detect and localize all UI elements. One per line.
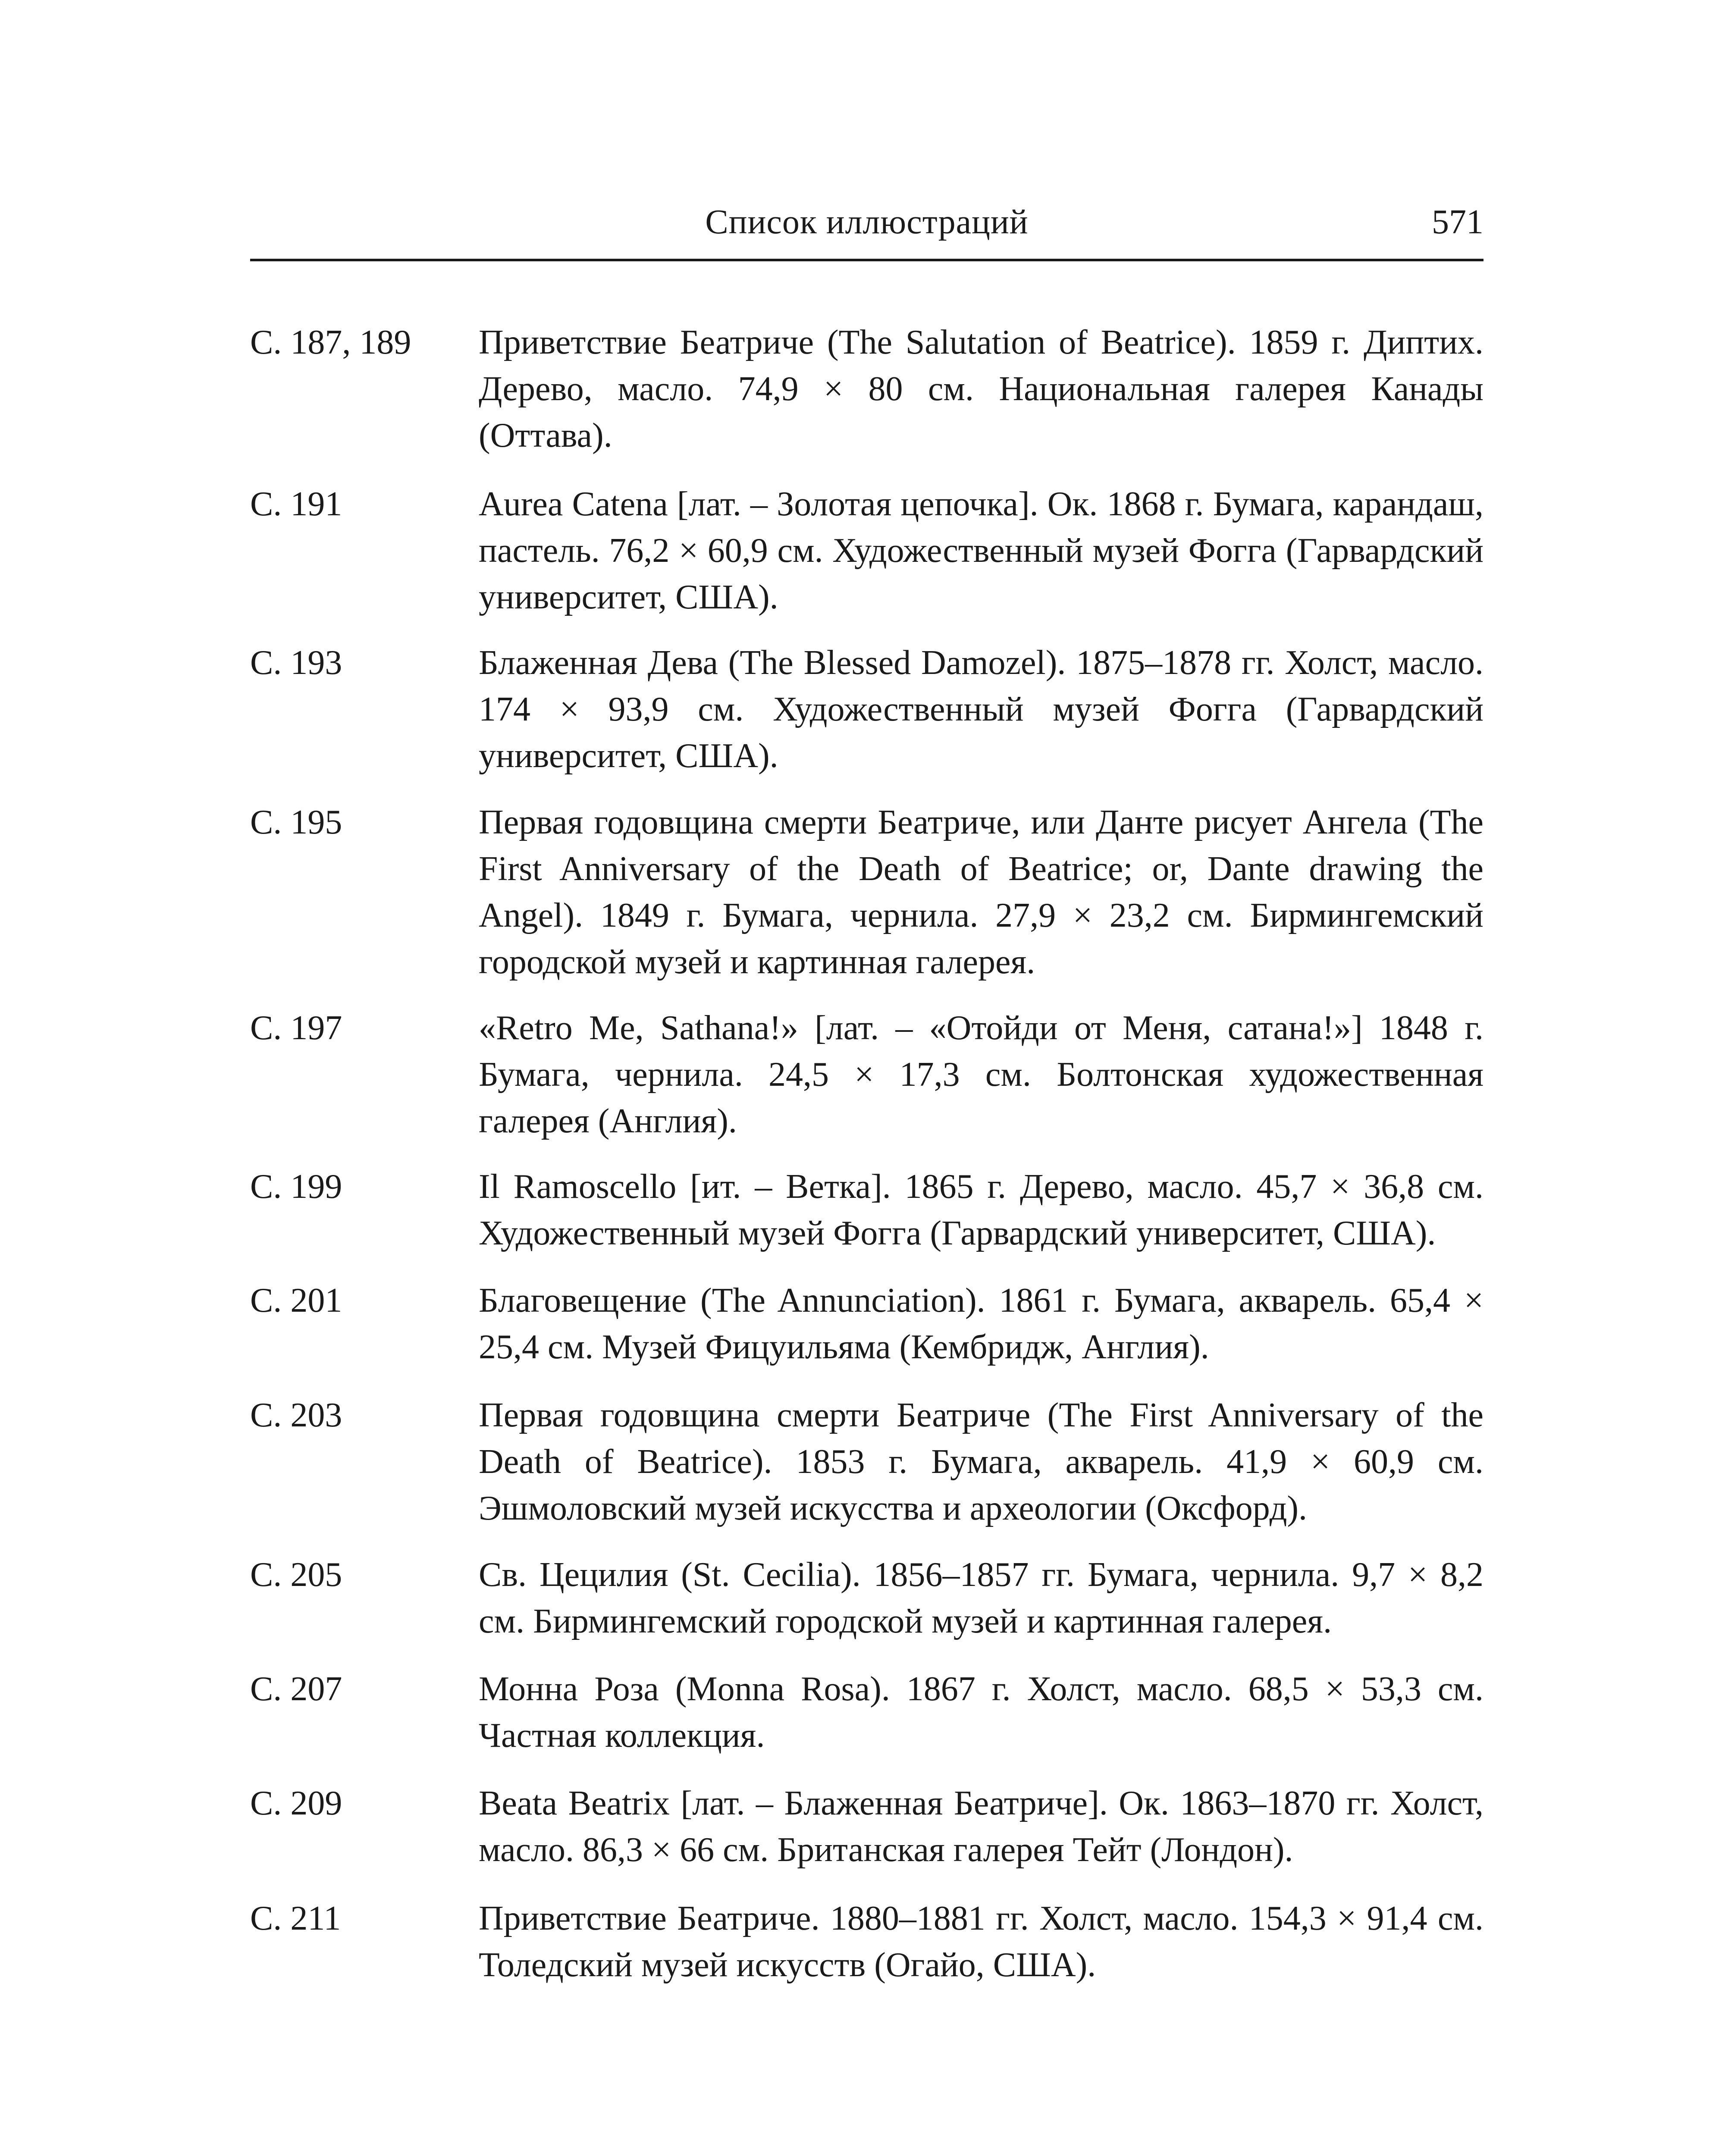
illustration-description: Первая годовщина смерти Беатриче, или Данте рисует Ангела (The First Anniversary of the Death of Beatrice; or, Dante drawing the Angel). 1849 г. Бумага, чернила. 27,9 × 23,2 см. Бирмингемский городской музей и картинная галерея. xyxy=(479,803,1484,981)
illustration-description: Блаженная Дева (The Blessed Damozel). 1875–1878 гг. Холст, масло. 174 × 93,9 см. Художественный музей Фогга (Гарвардский университет, США). xyxy=(479,644,1484,775)
illustration-description: Св. Цецилия (St. Cecilia). 1856–1857 гг. Бумага, чернила. 9,7 × 8,2 см. Бирмингемский городской музей и картинная галерея. xyxy=(479,1556,1484,1640)
page-reference: С. 203 xyxy=(250,1396,342,1434)
page-number: 571 xyxy=(1432,203,1484,241)
illustration-description: Приветствие Беатриче. 1880–1881 гг. Холст, масло. 154,3 × 91,4 см. Толедский музей искусств (Огайо, США). xyxy=(479,1899,1484,1984)
page-reference: С. 201 xyxy=(250,1282,342,1319)
page-reference: С. 205 xyxy=(250,1556,342,1594)
page-reference: С. 187, 189 xyxy=(250,323,411,361)
illustration-description: Beata Beatrix [лат. – Блаженная Беатриче]. Ок. 1863–1870 гг. Холст, масло. 86,3 × 66 см. Британская галерея Тейт (Лондон). xyxy=(479,1784,1484,1869)
page-reference: С. 195 xyxy=(250,803,342,841)
illustration-description: Монна Роза (Monna Rosa). 1867 г. Холст, масло. 68,5 × 53,3 см. Частная коллекция. xyxy=(479,1670,1484,1755)
page-reference: С. 193 xyxy=(250,644,342,682)
page-reference: С. 207 xyxy=(250,1670,342,1708)
page-title: Список иллюстраций xyxy=(705,203,1029,241)
page-reference: С. 209 xyxy=(250,1784,342,1822)
illustration-description: «Retro Me, Sathana!» [лат. – «Отойди от Меня, сатана!»] 1848 г. Бумага, чернила. 24,5 × 17,3 см. Болтонская художественная галерея (Англия). xyxy=(479,1009,1484,1140)
page-reference: С. 211 xyxy=(250,1899,341,1937)
illustration-description: Приветствие Беатриче (The Salutation of Beatrice). 1859 г. Диптих. Дерево, масло. 74,9 × 80 см. Национальная галерея Канады (Оттава). xyxy=(479,323,1484,454)
page-reference: С. 191 xyxy=(250,485,342,523)
illustration-description: Первая годовщина смерти Беатриче (The First Anniversary of the Death of Beatrice). 1853 г. Бумага, акварель. 41,9 × 60,9 см. Эшмоловский музей искусства и археологии (Оксфорд). xyxy=(479,1396,1484,1527)
illustration-description: Благовещение (The Annunciation). 1861 г. Бумага, акварель. 65,4 × 25,4 см. Музей Фицуильяма (Кембридж, Англия). xyxy=(479,1282,1484,1366)
running-header xyxy=(250,198,1484,261)
page-reference: С. 197 xyxy=(250,1009,342,1047)
illustration-description: Aurea Catena [лат. – Золотая цепочка]. Ок. 1868 г. Бумага, карандаш, пастель. 76,2 × 60,9 см. Художественный музей Фогга (Гарвардский университет, США). xyxy=(479,485,1484,616)
illustration-description: Il Ramoscello [ит. – Ветка]. 1865 г. Дерево, масло. 45,7 × 36,8 см. Художественный музей Фогга (Гарвардский университет, США). xyxy=(479,1168,1484,1252)
page-reference: С. 199 xyxy=(250,1168,342,1206)
